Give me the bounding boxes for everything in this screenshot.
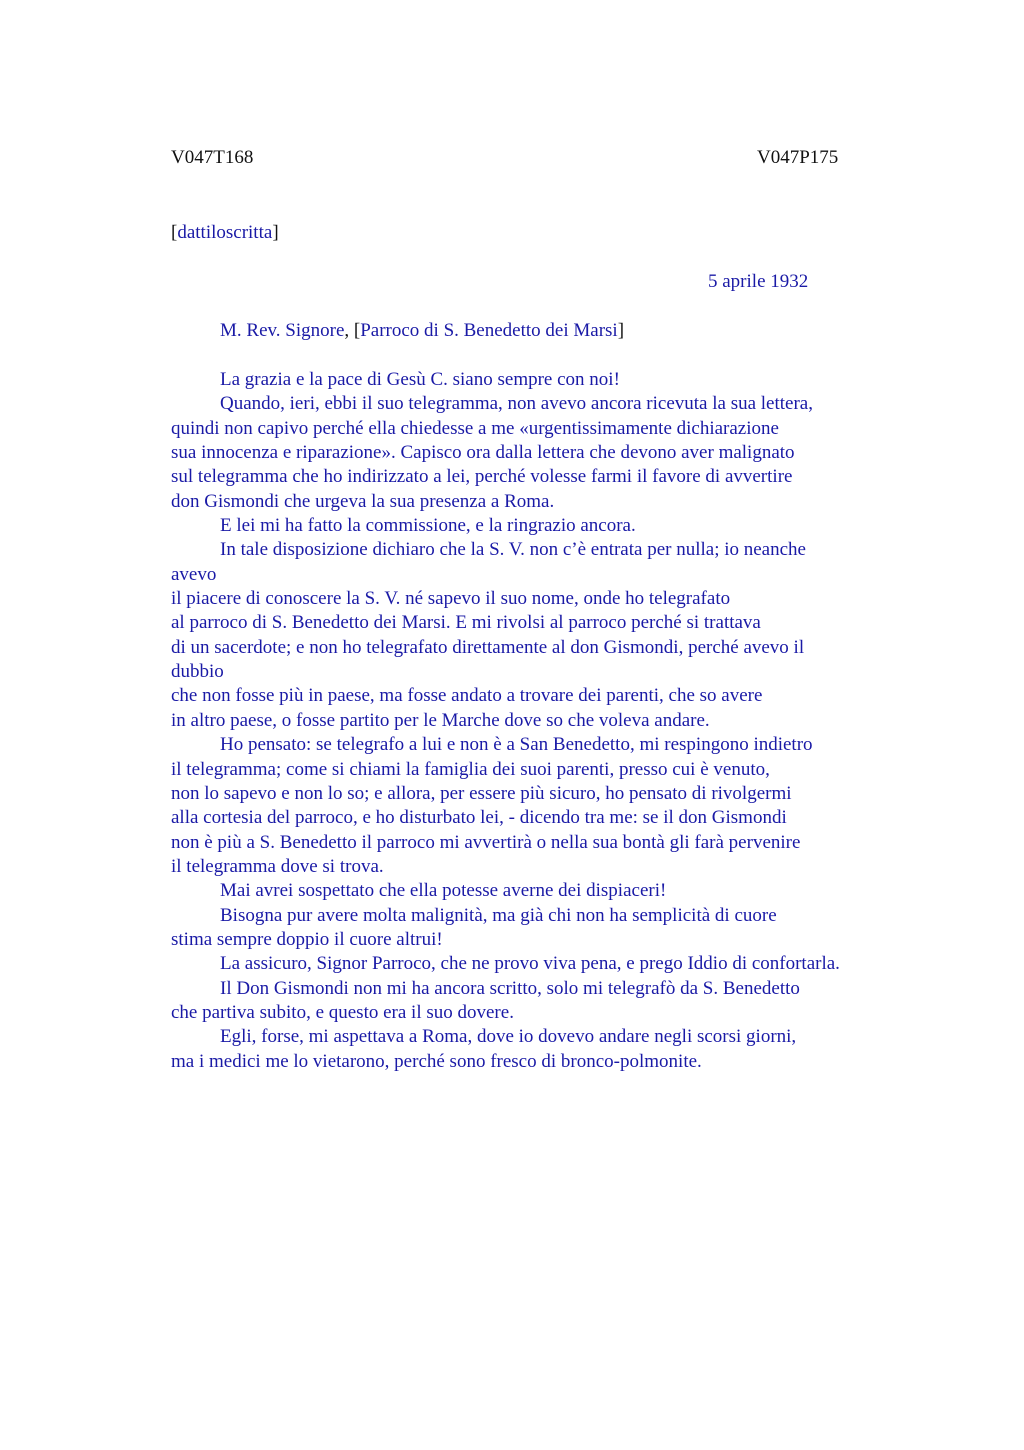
body-line: il telegramma; come si chiami la famiglia dei suoi parenti, presso cui è venuto, <box>171 758 770 780</box>
letter-body <box>171 368 931 1074</box>
letter-date: 5 aprile 1932 <box>708 271 809 292</box>
body-line: al parroco di S. Benedetto dei Marsi. E mi rivolsi al parroco perché si trattava <box>171 612 761 634</box>
salutation-open-bracket: [ <box>349 320 361 341</box>
body-line: Mai avrei sospettato che ella potesse averne dei dispiaceri! <box>220 880 667 902</box>
body-line: Bisogna pur avere molta malignità, ma già chi non ha semplicità di cuore <box>220 904 777 926</box>
body-line: che non fosse più in paese, ma fosse andato a trovare dei parenti, che so avere <box>171 685 763 707</box>
body-line: Egli, forse, mi aspettava a Roma, dove io dovevo andare negli scorsi giorni, <box>220 1026 797 1048</box>
note-close-bracket: ] <box>272 222 279 243</box>
salutation-text: M. Rev. Signore <box>220 320 345 341</box>
body-line: sua innocenza e riparazione». Capisco ora dalla lettera che devono aver malignato <box>171 442 795 464</box>
body-line: non è più a S. Benedetto il parroco mi avvertirà o nella sua bontà gli farà pervenire <box>171 831 801 853</box>
body-line: alla cortesia del parroco, e ho disturbato lei, - dicendo tra me: se il don Gismondi <box>171 807 787 829</box>
body-line: Ho pensato: se telegrafo a lui e non è a San Benedetto, mi respingono indietro <box>220 734 813 756</box>
salutation <box>220 320 624 342</box>
body-line: il piacere di conoscere la S. V. né sapevo il suo nome, onde ho telegrafato <box>171 588 731 610</box>
note-text: dattiloscritta <box>177 222 273 243</box>
body-line: In tale disposizione dichiaro che la S. V. non c’è entrata per nulla; io neanche <box>220 539 806 561</box>
note-open-bracket: [ <box>171 222 178 243</box>
document-id-right: V047P175 <box>757 147 839 168</box>
body-line: sul telegramma che ho indirizzato a lei, perché volesse farmi il favore di avvertire <box>171 466 793 488</box>
body-line: che partiva subito, e questo era il suo dovere. <box>171 1001 514 1023</box>
body-line: don Gismondi che urgeva la sua presenza a Roma. <box>171 490 555 512</box>
body-line: La grazia e la pace di Gesù C. siano sempre con noi! <box>220 369 620 390</box>
body-line: Quando, ieri, ebbi il suo telegramma, non avevo ancora ricevuta la sua lettera, <box>220 393 813 415</box>
typewritten-note <box>171 222 279 244</box>
document-id-left: V047T168 <box>171 147 254 168</box>
body-line: dubbio <box>171 661 224 683</box>
body-line: ma i medici me lo vietarono, perché sono fresco di bronco-polmonite. <box>171 1050 702 1072</box>
body-line: La assicuro, Signor Parroco, che ne provo viva pena, e prego Iddio di confortarla. <box>220 953 840 975</box>
body-line: stima sempre doppio il cuore altrui! <box>171 928 443 950</box>
body-line: non lo sapevo e non lo so; e allora, per essere più sicuro, ho pensato di rivolgermi <box>171 782 792 804</box>
body-line: E lei mi ha fatto la commissione, e la ringrazio ancora. <box>220 515 636 537</box>
body-line: quindi non capivo perché ella chiedesse a me «urgentissimamente dichiarazione <box>171 417 779 439</box>
salutation-close-bracket: ] <box>617 320 625 341</box>
body-line: di un sacerdote; e non ho telegrafato direttamente al don Gismondi, perché avevo il <box>171 636 805 658</box>
body-line: avevo <box>171 563 217 585</box>
salutation-recipient: Parroco di S. Benedetto dei Marsi <box>360 320 618 341</box>
salutation-comma: , <box>344 320 350 341</box>
body-line: Il Don Gismondi non mi ha ancora scritto, solo mi telegrafò da S. Benedetto <box>220 977 800 999</box>
body-line: il telegramma dove si trova. <box>171 855 384 877</box>
body-line: in altro paese, o fosse partito per le Marche dove so che voleva andare. <box>171 709 710 731</box>
